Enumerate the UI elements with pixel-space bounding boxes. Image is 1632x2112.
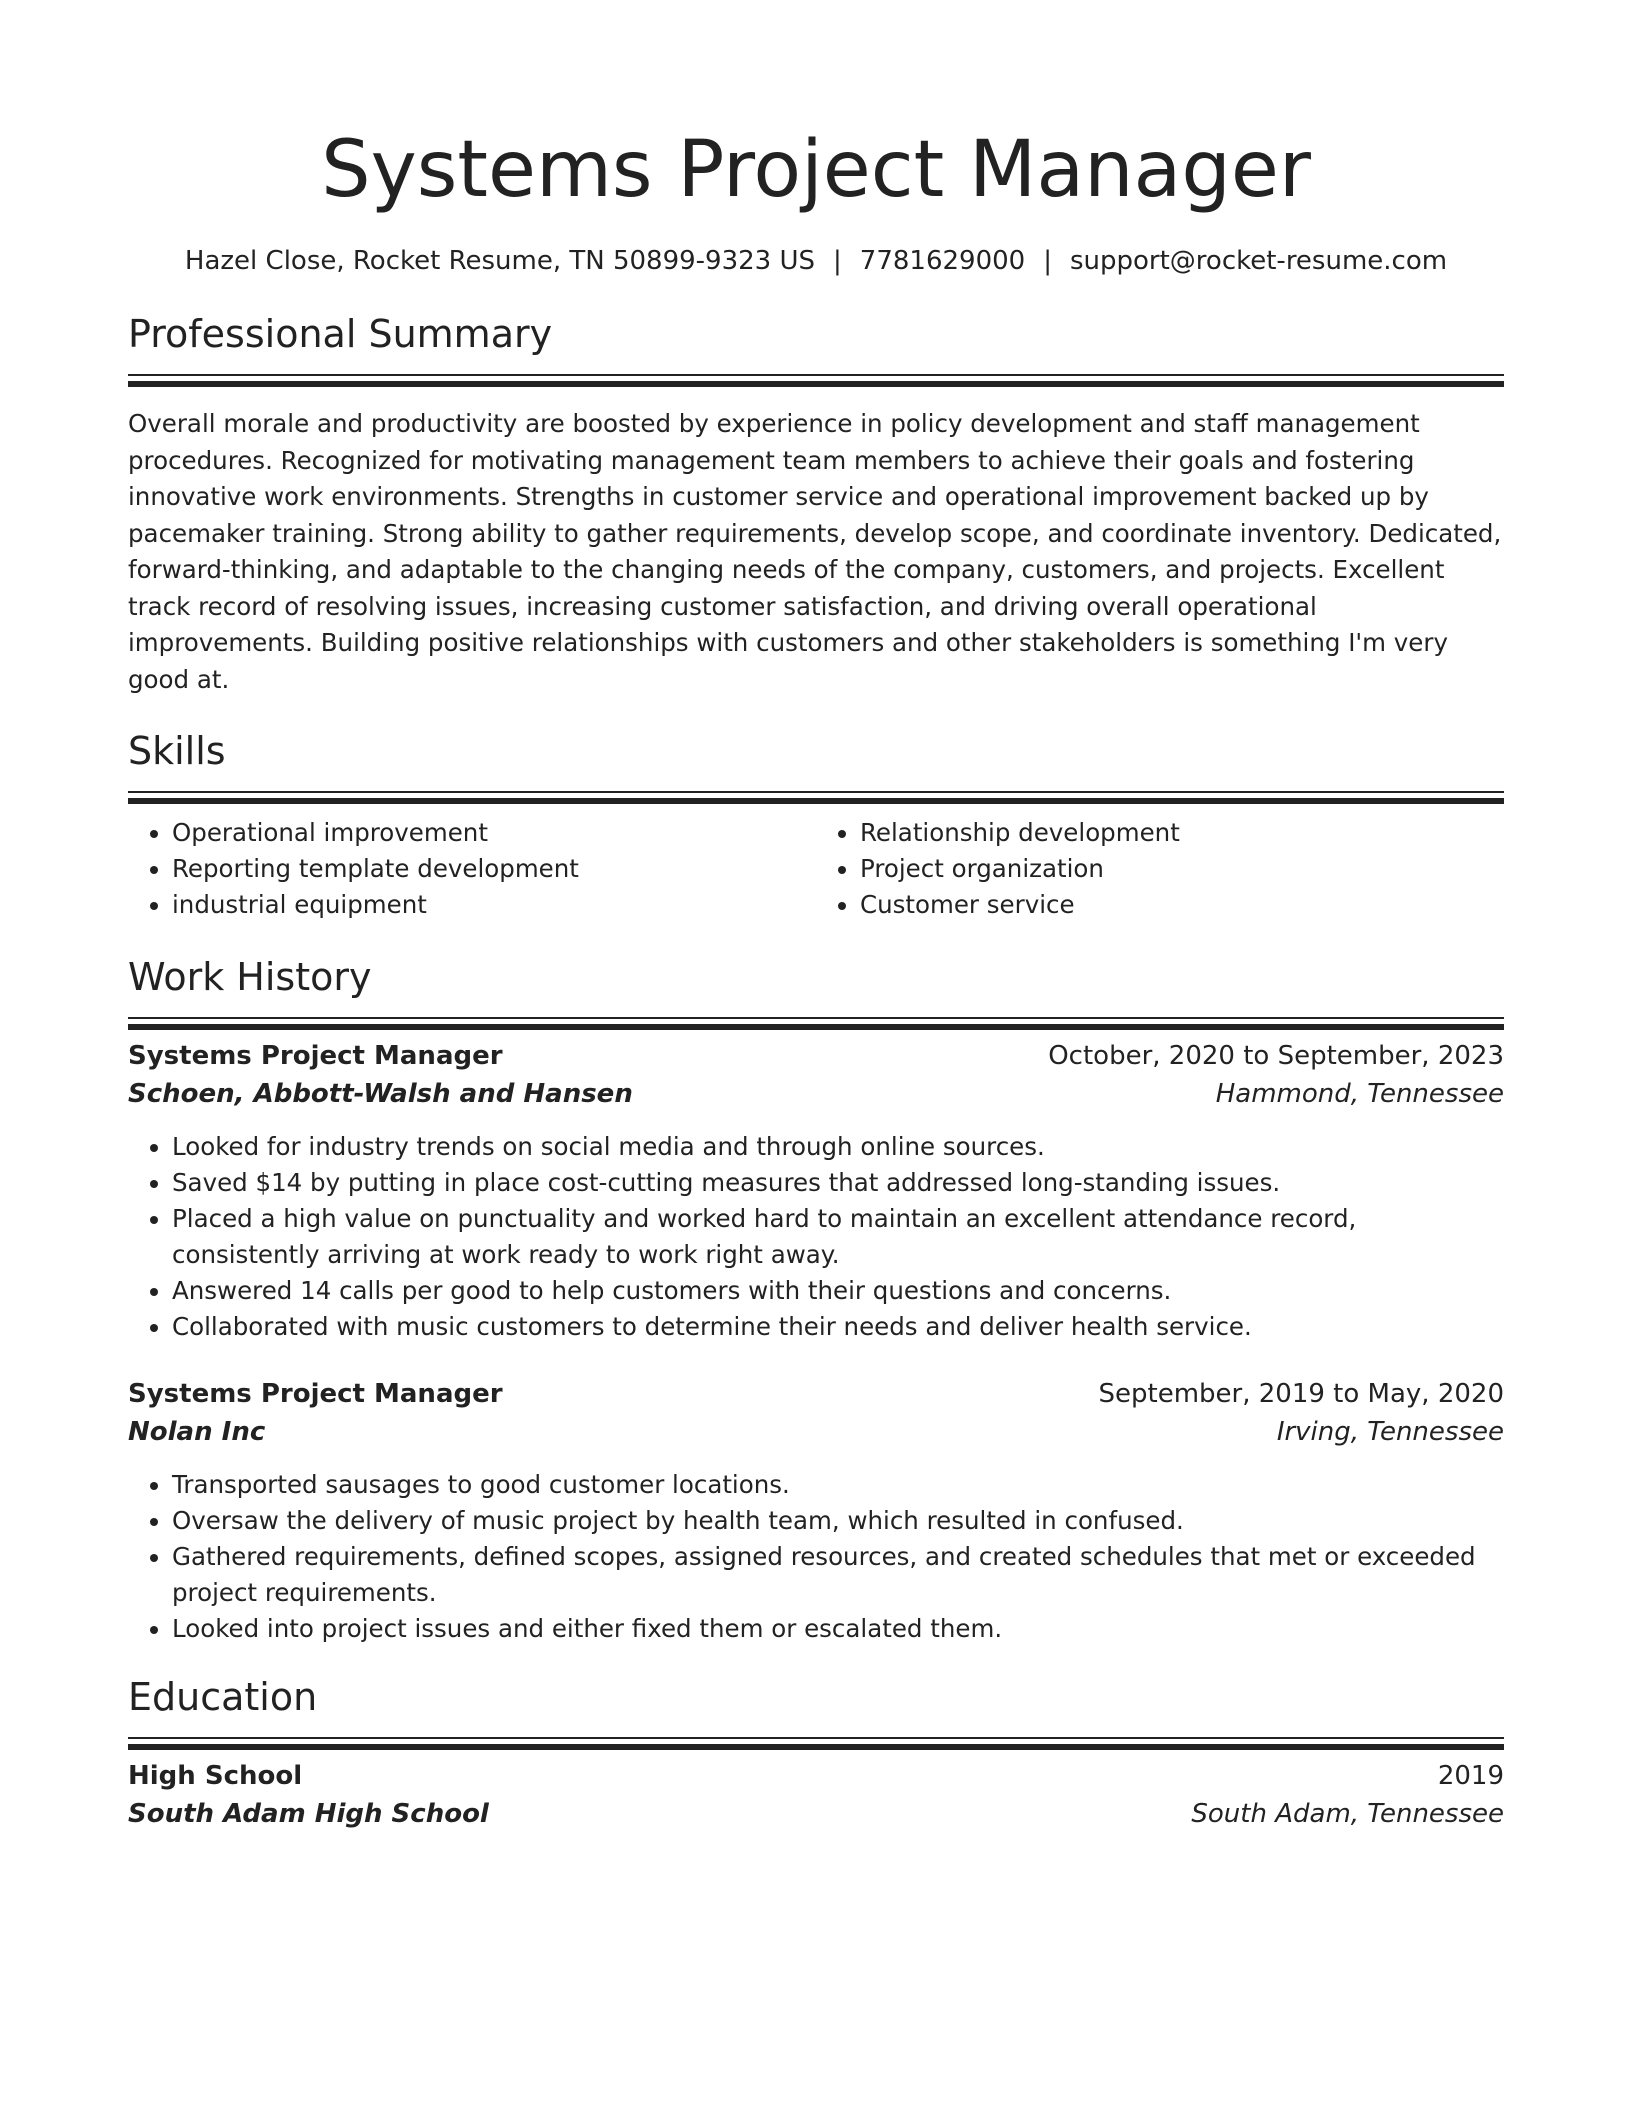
skills-column-left: [128, 815, 816, 923]
skills-list: [128, 815, 1504, 923]
skill-item: • Project organization: [860, 851, 1504, 887]
job-header: [128, 1037, 1504, 1075]
skills-heading: Skills: [128, 729, 226, 773]
skills-section: [128, 725, 1504, 923]
job-bullet: • Collaborated with music customers to determine their needs and deliver health service.: [172, 1309, 1504, 1345]
job-title: Systems Project Manager: [128, 1041, 503, 1071]
phone-text: 7781629000: [859, 246, 1026, 276]
education-year: 2019: [1437, 1761, 1504, 1791]
work-section: [128, 951, 1504, 1647]
work-heading: Work History: [128, 955, 372, 999]
contact-line: [128, 244, 1504, 278]
job-bullet: • Answered 14 calls per good to help customers with their questions and concerns.: [172, 1273, 1504, 1309]
job-bullet: • Looked into project issues and either fixed them or escalated them.: [172, 1611, 1504, 1647]
section-divider: [128, 791, 1504, 793]
education-header: [128, 1757, 1504, 1795]
job-bullet: • Transported sausages to good customer locations.: [172, 1467, 1504, 1503]
contact-separator: |: [833, 246, 842, 276]
skill-item: • Operational improvement: [172, 815, 816, 851]
job-bullet: • Placed a high value on punctuality and worked hard to maintain an excellent attendance record, consistently arriving at work ready to work right away.: [172, 1201, 1504, 1273]
job-entry: [128, 1037, 1504, 1345]
summary-heading: Professional Summary: [128, 312, 553, 356]
skill-item: • industrial equipment: [172, 887, 816, 923]
skills-column-right: [816, 815, 1504, 923]
company-name: Schoen, Abbott-Walsh and Hansen: [128, 1079, 633, 1109]
section-divider: [128, 374, 1504, 376]
skill-item: • Reporting template development: [172, 851, 816, 887]
job-bullets: [128, 1129, 1504, 1345]
job-subheader: [128, 1413, 1504, 1451]
job-header: [128, 1375, 1504, 1413]
section-divider: [128, 1737, 1504, 1739]
job-bullet: • Saved $14 by putting in place cost-cutting measures that addressed long-standing issues.: [172, 1165, 1504, 1201]
job-subheader: [128, 1075, 1504, 1113]
job-bullet: • Looked for industry trends on social media and through online sources.: [172, 1129, 1504, 1165]
job-bullet: • Gathered requirements, defined scopes, assigned resources, and created schedules that met or exceeded project requirements.: [172, 1539, 1504, 1611]
education-section: [128, 1671, 1504, 1833]
job-location: Hammond, Tennessee: [1215, 1079, 1504, 1109]
summary-section: [128, 308, 1504, 698]
resume-title: Systems Project Manager: [321, 125, 1311, 215]
skill-item: • Customer service: [860, 887, 1504, 923]
school-location: South Adam, Tennessee: [1191, 1799, 1504, 1829]
job-dates: October, 2020 to September, 2023: [1048, 1041, 1504, 1071]
job-bullet: • Oversaw the delivery of music project by health team, which resulted in confused.: [172, 1503, 1504, 1539]
address-text: Hazel Close, Rocket Resume, TN 50899-9323 US: [184, 246, 816, 276]
degree: High School: [128, 1761, 303, 1791]
company-name: Nolan Inc: [128, 1417, 266, 1447]
job-entry: [128, 1375, 1504, 1647]
skill-item: • Relationship development: [860, 815, 1504, 851]
school-name: South Adam High School: [128, 1799, 489, 1829]
job-dates: September, 2019 to May, 2020: [1098, 1379, 1504, 1409]
summary-text: Overall morale and productivity are boosted by experience in policy development and staff management procedures. Recognized for motivating management team members to achieve their goals and fostering innovative work environments. Strengths in customer service and operational improvement backed up by pacemaker training. Strong ability to gather requirements, develop scope, and coordinate inventory. Dedicated, forward-thinking, and adaptable to the changing needs of the company, customers, and projects. Excellent track record of resolving issues, increasing customer satisfaction, and driving overall operational improvements. Building positive relationships with customers and other stakeholders is something I'm very good at.: [128, 409, 1502, 694]
job-location: Irving, Tennessee: [1276, 1417, 1504, 1447]
education-entry: [128, 1757, 1504, 1833]
education-heading: Education: [128, 1675, 318, 1719]
job-title: Systems Project Manager: [128, 1379, 503, 1409]
email-text: support@rocket-resume.com: [1069, 246, 1448, 276]
section-divider: [128, 1017, 1504, 1019]
contact-separator: |: [1043, 246, 1052, 276]
education-subheader: [128, 1795, 1504, 1833]
job-bullets: [128, 1467, 1504, 1647]
